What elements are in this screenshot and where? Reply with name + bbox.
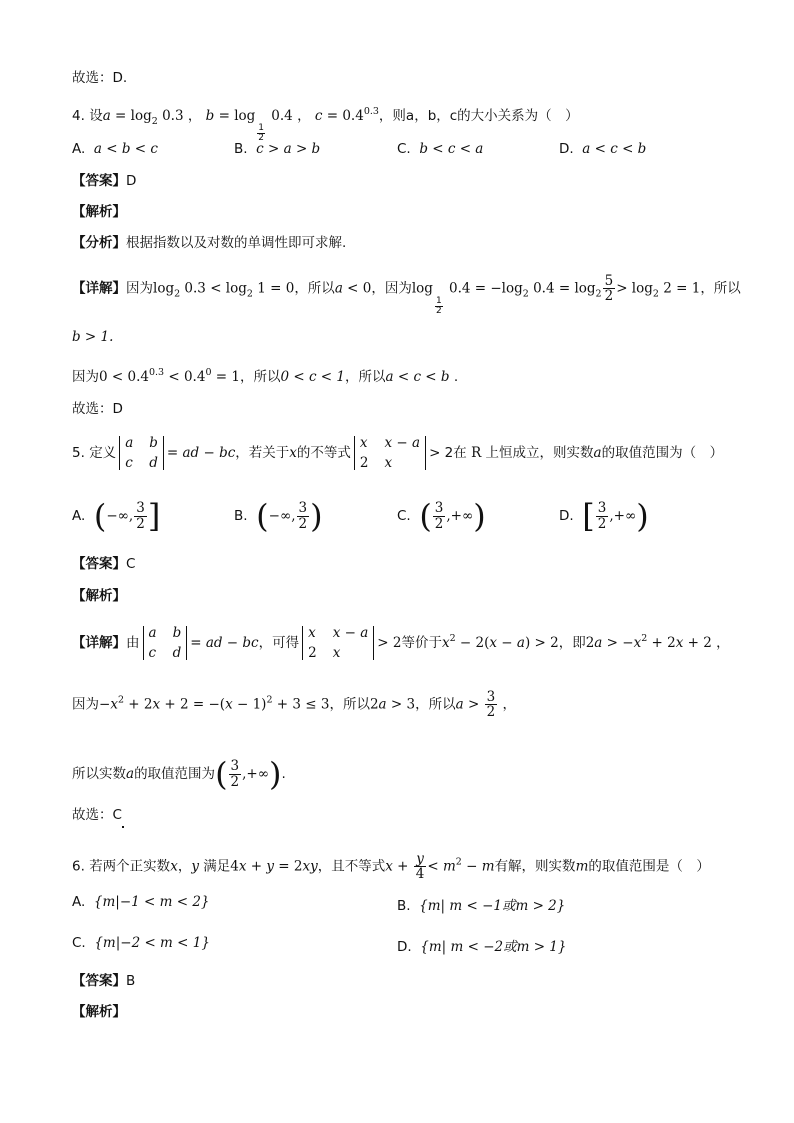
stray-dot (122, 826, 124, 828)
q5-analysis-heading: 【解析】 (72, 588, 126, 604)
q4-detail-line3: 因为$0 < 0.4^{0.3} < 0.4^0 = 1$，所以0 < c < 1，所以a < c < b . (72, 367, 459, 385)
q5-option-c[interactable]: C. ( $\frac{3}{2}$ ,+∞ ) (397, 497, 486, 535)
q4-option-c[interactable]: C. b < c < a (397, 141, 484, 157)
q4-option-d[interactable]: D. a < c < b (559, 141, 647, 157)
q5-answer: 【答案】C (72, 556, 136, 572)
q4-option-b[interactable]: B. c > a > b (234, 141, 321, 157)
q6-option-c[interactable]: C. {m|−2 < m < 1} (72, 935, 210, 951)
q4-number: 4. (72, 108, 85, 124)
q4-detail-line2: b > 1. (72, 329, 114, 345)
q4-analysis-heading: 【解析】 (72, 204, 126, 220)
q5-detail: 【详解】由 a b c d = ad − bc，可得 x x − a 2 x > 2等价于$x^2 - 2(x - a) > 2$，即$2a > -x^2 + 2x + 2$ ， (72, 625, 730, 661)
q6-analysis-heading: 【解析】 (72, 1004, 126, 1020)
q5-stem: 5. 定义 a b c d = ad − bc，若关于x的不等式 x x − a 2 x > 2在 R 上恒成立，则实数a的取值范围为（ ） (72, 435, 724, 471)
q6-option-b[interactable]: B. {m| m < −1或m > 2} (397, 898, 566, 914)
q5-option-d[interactable]: D. [ $\frac{3}{2}$ ,+∞ ) (559, 497, 649, 535)
q4-fenxi: 【分析】根据指数以及对数的单调性即可求解. (72, 235, 347, 251)
prev-conclusion: 故选：D. (72, 70, 128, 86)
q6-option-a[interactable]: A. {m|−1 < m < 2} (72, 894, 210, 910)
q5-detail-line3: 所以实数a的取值范围为 ( $\frac{3}{2}$ ,+∞ ) . (72, 755, 286, 793)
q5-option-b[interactable]: B. ( −∞, $\frac{3}{2}$ ) (234, 497, 323, 535)
q4-conclusion: 故选：D (72, 401, 123, 417)
q6-answer: 【答案】B (72, 973, 136, 989)
q6-option-d[interactable]: D. {m| m < −2或m > 1} (397, 939, 567, 955)
q4-detail: 【详解】因为$\log_2 0.3 < \log_2 1 = 0$，所以a < 0，因为log $\frac{1}{2}$ $0.4 = -\log_2$ $0.4 = \log_2$ $\frac{5}{2}$ > $\log_2 2 = 1$，所以 (72, 273, 741, 317)
q5-conclusion: 故选：C (72, 807, 122, 823)
q4-stem: 4. 设$a = \log_2 0.3$ ， b = log $\frac{1}{2}$ 0.4 ， $c = 0.4^{0.3}$，则a，b，c的大小关系为（ ） (72, 106, 579, 144)
q6-stem: 6. 若两个正实数x，y 满足4x + y = 2xy，且不等式x + $\frac{y}{4}$ < $m^2 - m$有解，则实数m的取值范围是（ ） (72, 851, 710, 883)
q5-option-a[interactable]: A. ( −∞, $\frac{3}{2}$ ] (72, 497, 161, 535)
q5-detail-line2: 因为$-x^2 + 2x + 2 = -(x - 1)^2 + 3 \le 3$，所以2a > 3，所以a > $\frac{3}{2}$ ， (72, 689, 516, 721)
q4-option-a[interactable]: A. a < b < c (72, 141, 158, 157)
q4-answer: 【答案】D (72, 173, 137, 189)
